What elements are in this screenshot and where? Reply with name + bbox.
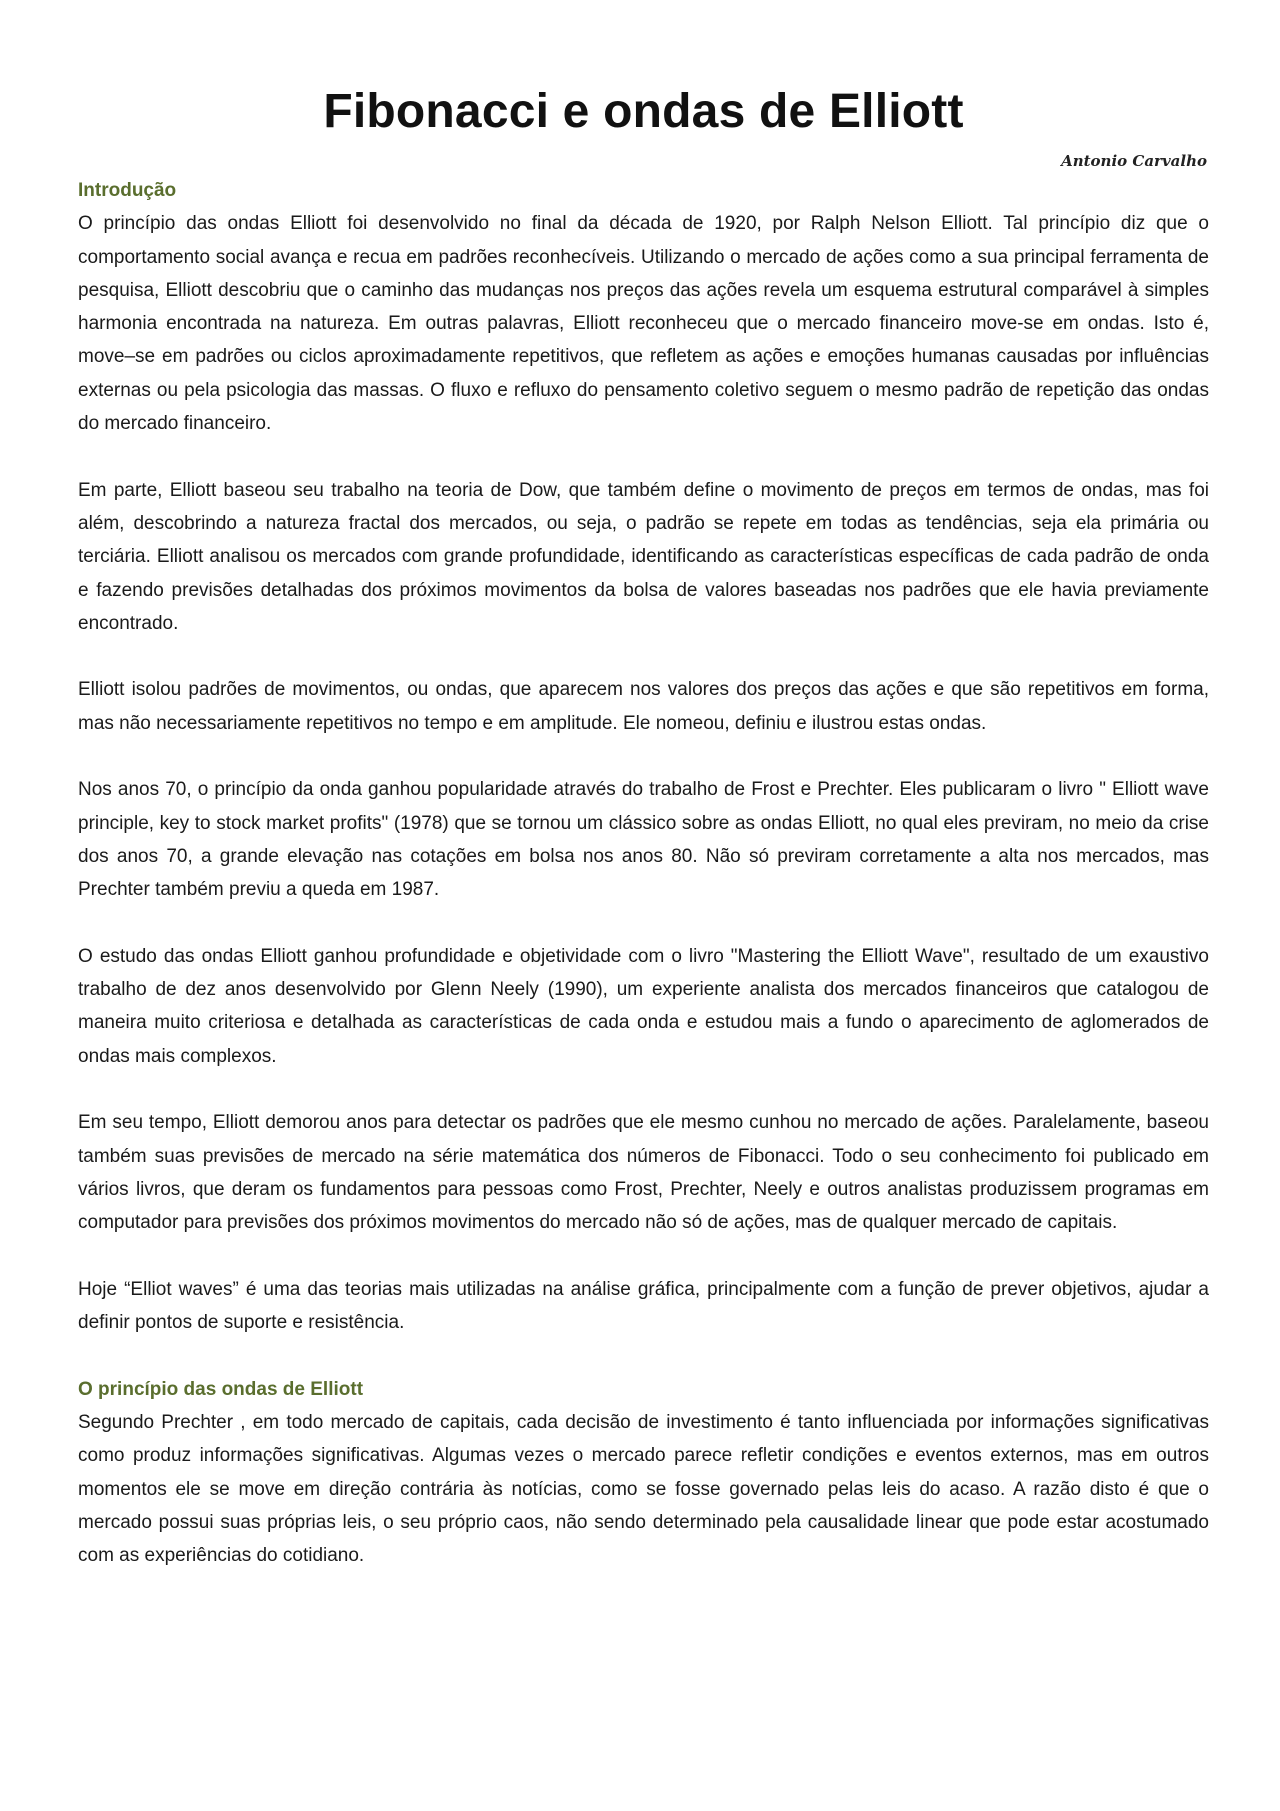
- document-page: [78, 0, 1209, 1572]
- paragraph: Elliott isolou padrões de movimentos, ou ondas, que aparecem nos valores dos preços das ações e que são repetitivos em forma, mas não necessariamente repetitivos no tempo e em amplitude. Ele nomeou, definiu e ilustrou estas ondas.: [78, 679, 1209, 734]
- paragraph: Segundo Prechter , em todo mercado de capitais, cada decisão de investimento é tanto influenciada por informações significativas como produz informações significativas. Algumas vezes o mercado parece refletir condições e eventos externos, mas em outros momentos ele se move em direção contrária às notícias, como se fosse governado pelas leis do acaso. A razão disto é que o mercado possui suas próprias leis, o seu próprio caos, não sendo determinado pela causalidade linear que pode estar acostumado com as experiências do cotidiano.: [78, 1411, 1209, 1567]
- section-heading-principio: O princípio das ondas de Elliott: [78, 1378, 364, 1400]
- document-title: Fibonacci e ondas de Elliott: [323, 85, 964, 138]
- paragraph: Em seu tempo, Elliott demorou anos para detectar os padrões que ele mesmo cunhou no mercado de ações. Paralelamente, baseou também suas previsões de mercado na série matemática dos números de Fibonacci. Todo o seu conhecimento foi publicado em vários livros, que deram os fundamentos para pessoas como Frost, Prechter, Neely e outros analistas produzissem programas em computador para previsões dos próximos movimentos do mercado não só de ações, mas de qualquer mercado de capitais.: [78, 1112, 1209, 1234]
- section-heading-introducao: Introdução: [78, 180, 177, 201]
- paragraph: Hoje “Elliot waves” é uma das teorias mais utilizadas na análise gráfica, principalmente com a função de prever objetivos, ajudar a definir pontos de suporte e resistência.: [78, 1278, 1209, 1334]
- paragraph: O princípio das ondas Elliott foi desenvolvido no final da década de 1920, por Ralph Nelson Elliott. Tal princípio diz que o comportamento social avança e recua em padrões reconhecíveis. Utilizando o mercado de ações como a sua principal ferramenta de pesquisa, Elliott descobriu que o caminho das mudanças nos preços das ações revela um esquema estrutural comparável à simples harmonia encontrada na natureza. Em outras palavras, Elliott reconheceu que o mercado financeiro move-se em ondas. Isto é, move–se em padrões ou ciclos aproximadamente repetitivos, que refletem as ações e emoções humanas causadas por influências externas ou pela psicologia das massas. O fluxo e refluxo do pensamento coletivo seguem o mesmo padrão de repetição das ondas do mercado financeiro.: [78, 213, 1209, 435]
- paragraph: Nos anos 70, o princípio da onda ganhou popularidade através do trabalho de Frost e Prechter. Eles publicaram o livro " Elliott wave principle, key to stock market profits" (1978) que se tornou um clássico sobre as ondas Elliott, no qual eles previram, no meio da crise dos anos 70, a grande elevação nas cotações em bolsa nos anos 80. Não só previram corretamente a alta nos mercados, mas Prechter também previu a queda em 1987.: [78, 779, 1209, 901]
- paragraph: O estudo das ondas Elliott ganhou profundidade e objetividade com o livro "Mastering the Elliott Wave", resultado de um exaustivo trabalho de dez anos desenvolvido por Glenn Neely (1990), um experiente analista dos mercados financeiros que catalogou de maneira muito criteriosa e detalhada as características de cada onda e estudou mais a fundo o aparecimento de aglomerados de ondas mais complexos.: [78, 945, 1209, 1067]
- author-signature: Antonio Carvalho: [1061, 152, 1207, 170]
- paragraph: Em parte, Elliott baseou seu trabalho na teoria de Dow, que também define o movimento de preços em termos de ondas, mas foi além, descobrindo a natureza fractal dos mercados, ou seja, o padrão se repete em todas as tendências, seja ela primária ou terciária. Elliott analisou os mercados com grande profundidade, identificando as características específicas de cada padrão de onda e fazendo previsões detalhadas dos próximos movimentos da bolsa de valores baseadas nos padrões que ele havia previamente encontrado.: [78, 479, 1209, 634]
